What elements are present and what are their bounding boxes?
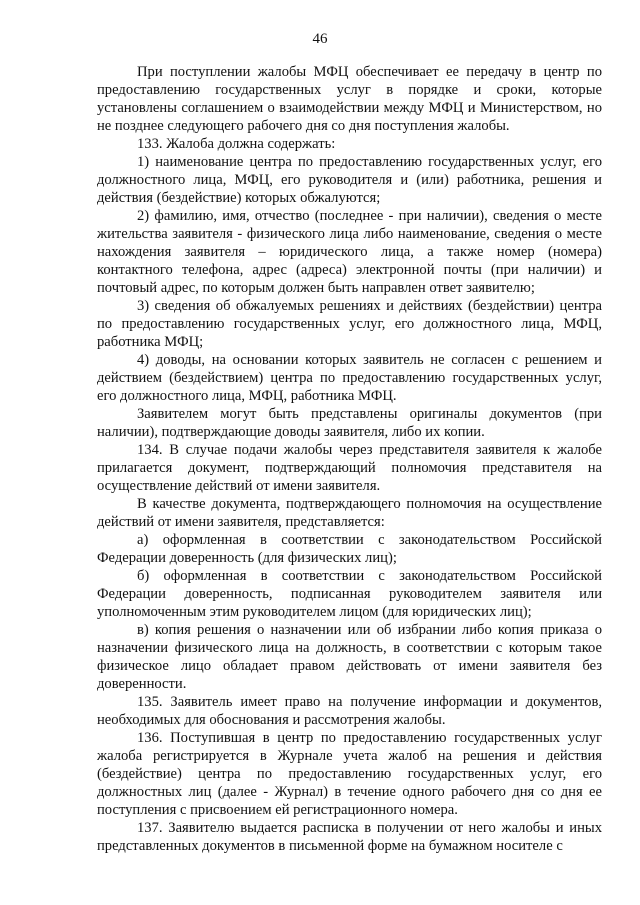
- paragraph-134: 134. В случае подачи жалобы через представителя заявителя к жалобе прилагается документ, подтверждающий полномочия представителя на осуществление действий от имени заявителя.: [97, 442, 602, 494]
- paragraph-134-document: В качестве документа, подтверждающего полномочия на осуществление действий от имени заявителя, представляется:: [97, 496, 602, 530]
- paragraph-originals: Заявителем могут быть представлены оригиналы документов (при наличии), подтверждающие доводы заявителя, либо их копии.: [97, 406, 602, 440]
- paragraph-133-item-3: 3) сведения об обжалуемых решениях и действиях (бездействии) центра по предоставлению государственных услуг, его должностного лица, МФЦ, работника МФЦ;: [97, 298, 602, 350]
- paragraph-mfc-transfer: При поступлении жалобы МФЦ обеспечивает ее передачу в центр по предоставлению государственных услуг в порядке и сроки, которые установлены соглашением о взаимодействии между МФЦ и Министерством, но не позднее следующего рабочего дня со дня поступления жалобы.: [97, 64, 602, 134]
- paragraph-136: 136. Поступившая в центр по предоставлению государственных услуг жалоба регистрируется в Журнале учета жалоб на решения и действия (бездействие) центра по предоставлению государственных услуг, его должностных лиц (далее - Журнал) в течение одного рабочего дня со дня ее поступления с присвоением ей регистрационного номера.: [97, 730, 602, 818]
- page-number: 46: [312, 31, 328, 47]
- paragraph-133-item-1: 1) наименование центра по предоставлению государственных услуг, его должностного лица, МФЦ, его руководителя и (или) работника, решения и действия (бездействие) которых обжалуются;: [97, 154, 602, 206]
- paragraph-134-item-b: б) оформленная в соответствии с законодательством Российской Федерации доверенность, подписанная руководителем заявителя или уполномоченным этим руководителем лицом (для юридических лиц);: [97, 568, 602, 620]
- paragraph-137: 137. Заявителю выдается расписка в получении от него жалобы и иных представленных документов в письменной форме на бумажном носителе с: [97, 820, 602, 854]
- document-body: [97, 63, 602, 855]
- paragraph-133-item-2: 2) фамилию, имя, отчество (последнее - при наличии), сведения о месте жительства заявителя - физического лица либо наименование, сведения о месте нахождения заявителя – юридического лица, а также номер (номера) контактного телефона, адрес (адреса) электронной почты (при наличии) и почтовый адрес, по которым должен быть направлен ответ заявителю;: [97, 208, 602, 296]
- paragraph-135: 135. Заявитель имеет право на получение информации и документов, необходимых для обоснования и рассмотрения жалобы.: [97, 694, 602, 728]
- paragraph-133: 133. Жалоба должна содержать:: [137, 136, 336, 152]
- paragraph-133-item-4: 4) доводы, на основании которых заявитель не согласен с решением и действием (бездействием) центра по предоставлению государственных услуг, его должностного лица, МФЦ, работника МФЦ.: [97, 352, 602, 404]
- paragraph-134-item-v: в) копия решения о назначении или об избрании либо копия приказа о назначении физического лица на должность, в соответствии с которым такое физическое лицо обладает правом действовать от имени заявителя без доверенности.: [97, 622, 602, 692]
- paragraph-134-item-a: а) оформленная в соответствии с законодательством Российской Федерации доверенность (для физических лиц);: [97, 532, 602, 566]
